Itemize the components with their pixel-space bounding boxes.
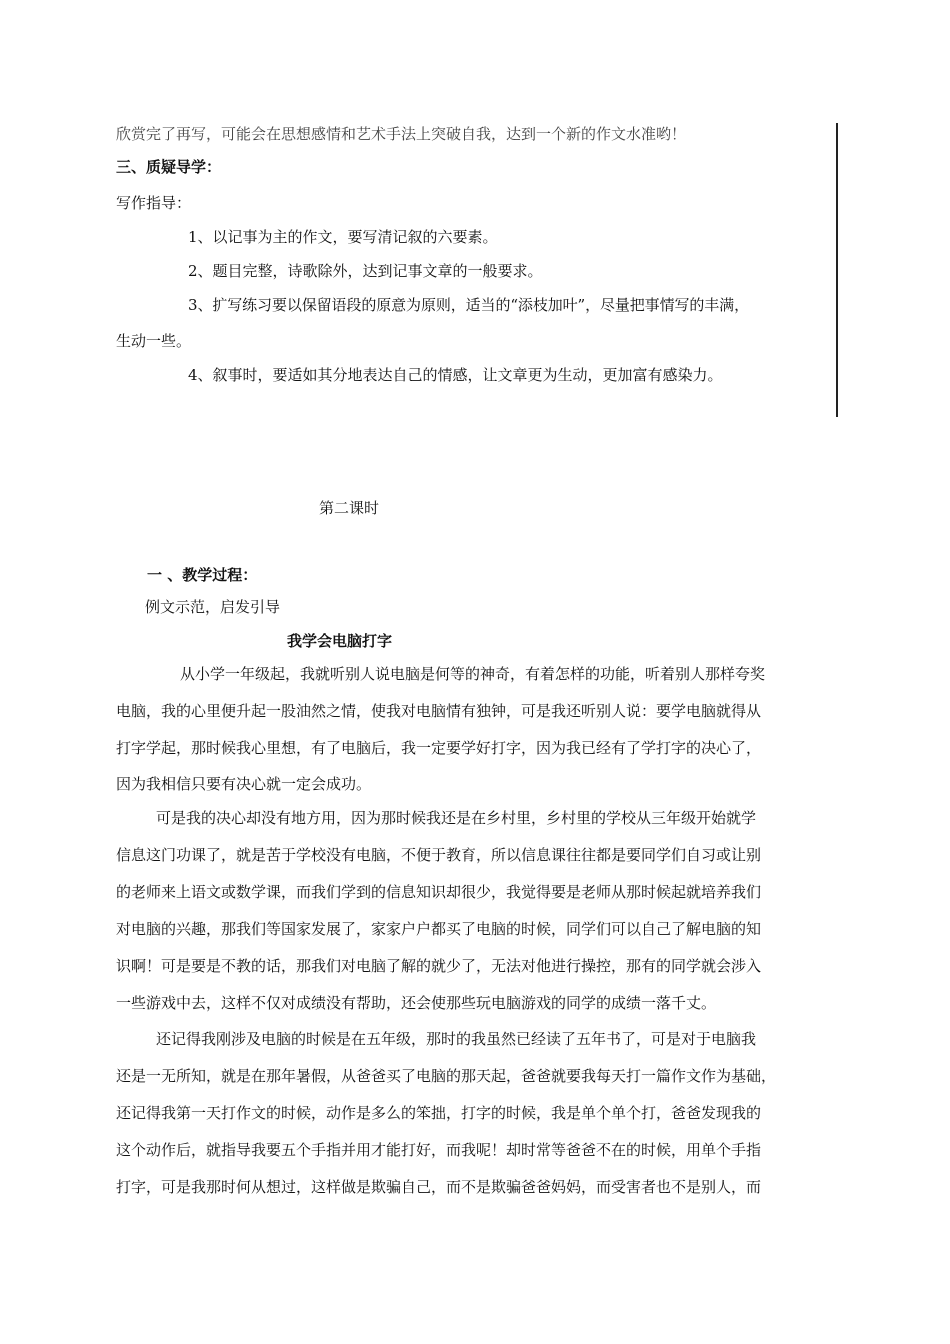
essay-line: 识啊！可是要是不教的话，那我们对电脑了解的就少了，无法对他进行操控，那有的同学就会涉入 — [116, 957, 762, 975]
essay-line: 的老师来上语文或数学课，而我们学到的信息知识却很少，我觉得要是老师从那时候起就培养我们 — [116, 883, 762, 901]
section-heading-1: 一 、教学过程： — [147, 566, 258, 584]
intro-line: 欣赏完了再写，可能会在思想感情和艺术手法上突破自我，达到一个新的作文水准哟！ — [116, 125, 687, 143]
lesson-title: 第二课时 — [319, 499, 380, 517]
guide-item-3-cont: 生动一些。 — [116, 332, 192, 350]
essay-line: 打字，可是我那时何从想过，这样做是欺骗自己，而不是欺骗爸爸妈妈，而受害者也不是别人，而 — [116, 1178, 762, 1196]
essay-line: 从小学一年级起，我就听别人说电脑是何等的神奇，有着怎样的功能，听着别人那样夸奖 — [180, 665, 766, 683]
essay-line: 打字学起，那时候我心里想，有了电脑后，我一定要学好打字，因为我已经有了学打字的决心了， — [116, 739, 762, 757]
essay-line: 还记得我第一天打作文的时候，动作是多么的笨拙，打字的时候，我是单个单个打，爸爸发现我的 — [116, 1104, 762, 1122]
margin-bar — [836, 123, 838, 417]
essay-line: 可是我的决心却没有地方用，因为那时候我还是在乡村里，乡村里的学校从三年级开始就学 — [156, 809, 757, 827]
essay-line: 这个动作后，就指导我要五个手指并用才能打好，而我呢！却时常等爸爸不在的时候，用单个手指 — [116, 1141, 762, 1159]
guide-item-4: 4、叙事时，要适如其分地表达自己的情感，让文章更为生动，更加富有感染力。 — [188, 366, 723, 384]
essay-line: 还记得我刚涉及电脑的时候是在五年级，那时的我虽然已经读了五年书了，可是对于电脑我 — [156, 1030, 757, 1048]
guide-item-1: 1、以记事为主的作文，要写清记叙的六要素。 — [188, 228, 498, 246]
essay-line: 电脑，我的心里便升起一股油然之情，使我对电脑情有独钟，可是我还听别人说：要学电脑就得从 — [116, 702, 762, 720]
subheading: 例文示范，启发引导 — [145, 598, 281, 616]
essay-title: 我学会电脑打字 — [287, 632, 393, 650]
essay-line: 因为我相信只要有决心就一定会成功。 — [116, 775, 372, 793]
essay-line: 信息这门功课了，就是苦于学校没有电脑，不便于教育，所以信息课往往都是要同学们自习或让别 — [116, 846, 762, 864]
guide-item-3: 3、扩写练习要以保留语段的原意为原则，适当的“添枝加叶”，尽量把事情写的丰满， — [188, 296, 749, 314]
essay-line: 还是一无所知，就是在那年暑假，从爸爸买了电脑的那天起，爸爸就要我每天打一篇作文作为基础， — [116, 1067, 777, 1085]
guide-item-2: 2、题目完整，诗歌除外，达到记事文章的一般要求。 — [188, 262, 543, 280]
essay-line: 一些游戏中去，这样不仅对成绩没有帮助，还会使那些玩电脑游戏的同学的成绩一落千丈。 — [116, 994, 717, 1012]
essay-line: 对电脑的兴趣，那我们等国家发展了，家家户户都买了电脑的时候，同学们可以自己了解电脑的知 — [116, 920, 762, 938]
section-heading-3: 三、质疑导学： — [116, 158, 222, 176]
writing-guide-title: 写作指导： — [116, 194, 192, 212]
